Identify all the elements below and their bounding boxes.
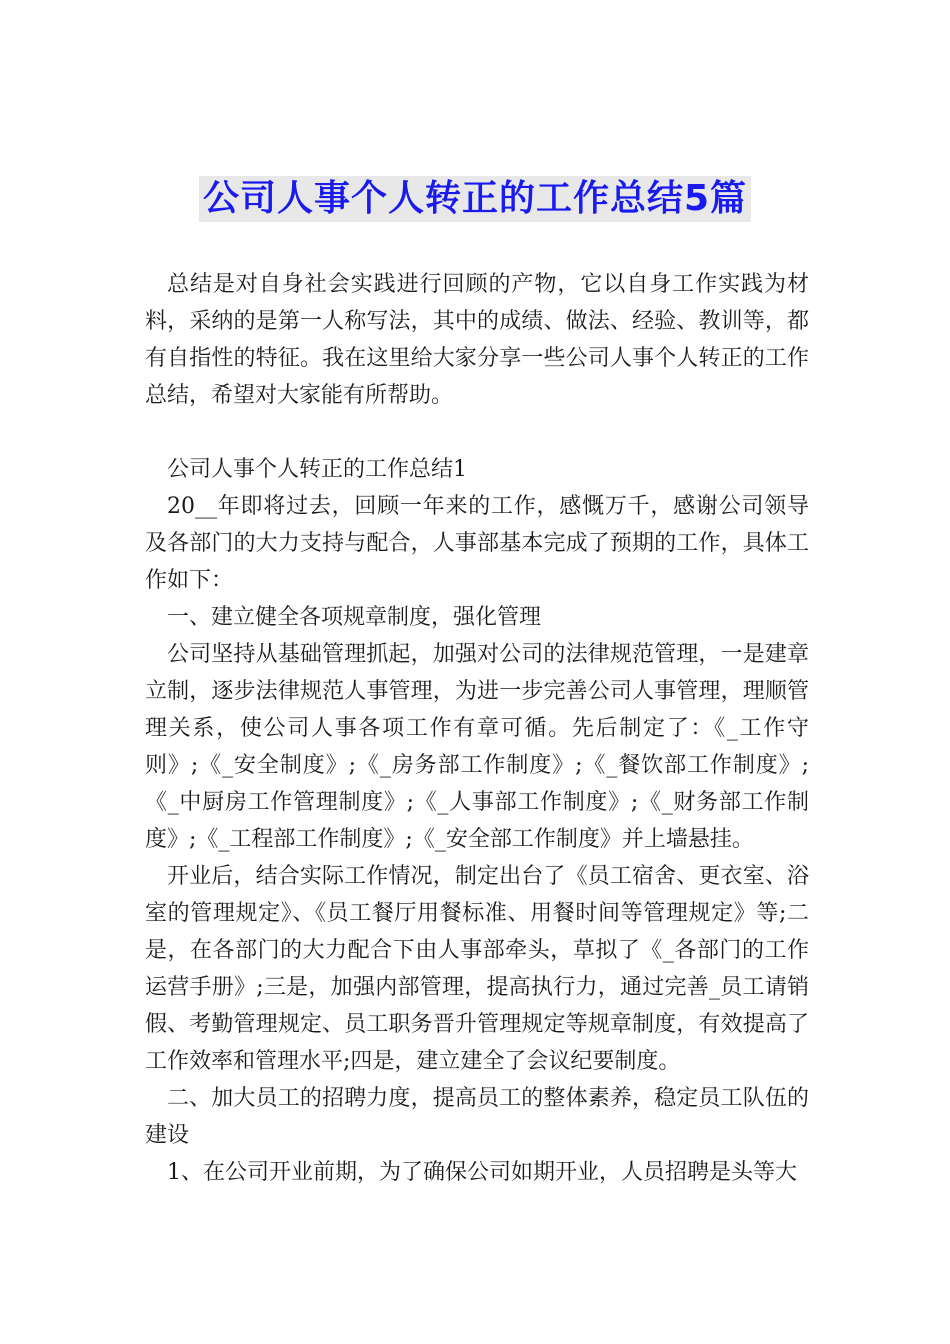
section-heading: 公司人事个人转正的工作总结1 <box>167 457 467 482</box>
body-paragraph: 20__年即将过去，回顾一年来的工作，感慨万千，感谢公司领导及各部门的大力支持与配合，人事部基本完成了预期的工作，具体工作如下： <box>145 494 809 593</box>
body-paragraph: 一、建立健全各项规章制度，强化管理 <box>167 605 542 630</box>
body-paragraph: 开业后，结合实际工作情况，制定出台了《员工宿舍、更衣室、浴室的管理规定》、《员工餐厅用餐标准、用餐时间等管理规定》等;二是，在各部门的大力配合下由人事部牵头，草拟了《_各部门的工作运营手册》;三是，加强内部管理，提高执行力，通过完善_员工请销假、考勤管理规定、员工职务晋升管理规定等规章制度，有效提高了工作效率和管理水平;四是，建立建全了会议纪要制度。 <box>145 864 809 1074</box>
intro-paragraph: 总结是对自身社会实践进行回顾的产物，它以自身工作实践为材料，采纳的是第一人称写法，其中的成绩、做法、经验、教训等，都有自指性的特征。我在这里给大家分享一些公司人事个人转正的工作总结，希望对大家能有所帮助。 <box>145 272 809 408</box>
body-paragraph: 1、在公司开业前期，为了确保公司如期开业，人员招聘是头等大 <box>167 1160 797 1185</box>
body-paragraph: 公司坚持从基础管理抓起，加强对公司的法律规范管理，一是建章立制，逐步法律规范人事管理，为进一步完善公司人事管理，理顺管理关系，使公司人事各项工作有章可循。先后制定了：《_工作守则》;《_安全制度》;《_房务部工作制度》;《_餐饮部工作制度》;《_中厨房工作管理制度》;《_人事部工作制度》;《_财务部工作制度》;《_工程部工作制度》;《_安全部工作制度》并上墙悬挂。 <box>145 642 809 852</box>
document-title: 公司人事个人转正的工作总结5篇 <box>199 176 751 222</box>
document-body <box>145 266 809 1191</box>
title-container <box>0 176 950 222</box>
body-paragraph: 二、加大员工的招聘力度，提高员工的整体素养，稳定员工队伍的建设 <box>145 1086 809 1148</box>
